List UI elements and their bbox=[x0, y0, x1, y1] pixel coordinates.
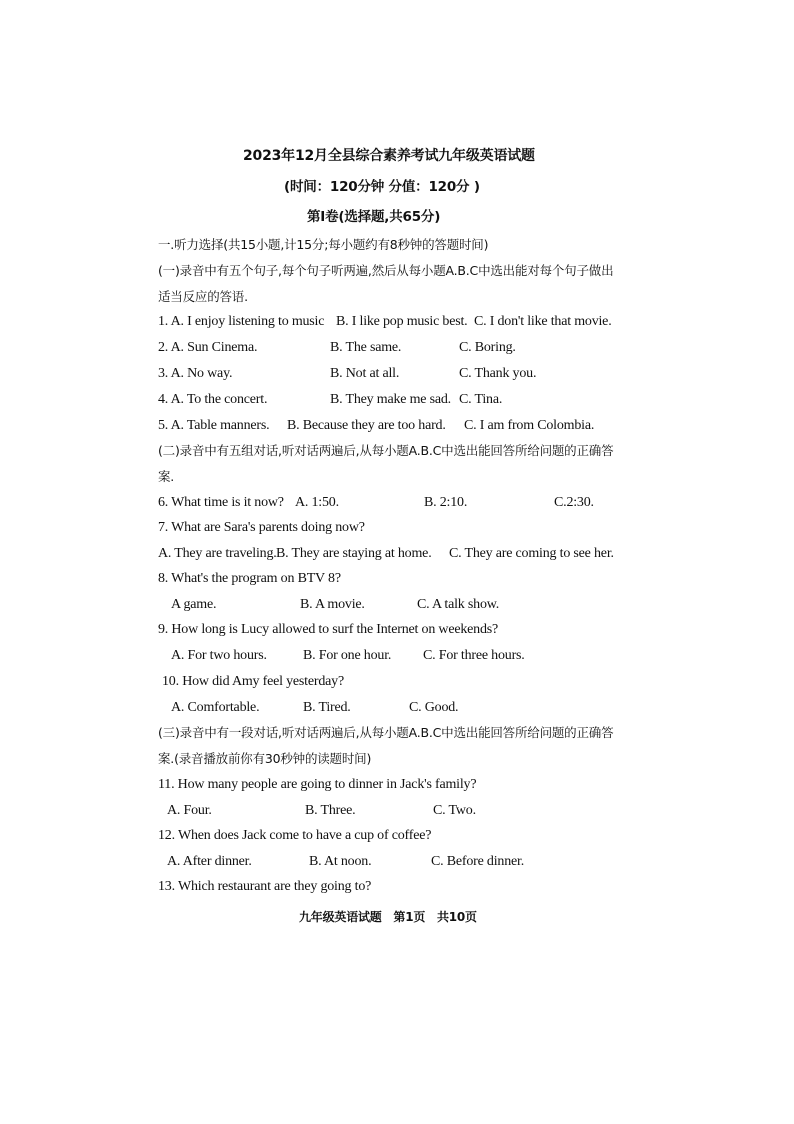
q7-option-b: B. They are staying at home. bbox=[276, 546, 432, 561]
q7-option-c: C. They are coming to see her. bbox=[449, 546, 614, 561]
q4-option-c: C. Tina. bbox=[459, 392, 503, 407]
q5-option-b: B. Because they are too hard. bbox=[287, 418, 446, 433]
q1-option-c: C. I don't like that movie. bbox=[474, 314, 612, 329]
q11-option-a: A. Four. bbox=[167, 803, 212, 818]
part1-instruction: (一)录音中有五个句子,每个句子听两遍,然后从每小题A.B.C中选出能对每个句子做出 bbox=[158, 263, 614, 278]
q4-option-a: 4. A. To the concert. bbox=[158, 392, 268, 407]
part3-instruction: (三)录音中有一段对话,听对话两遍后,从每小题A.B.C中选出能回答所给问题的正确答 bbox=[158, 725, 614, 740]
q12-option-a: A. After dinner. bbox=[167, 854, 252, 869]
q3-option-c: C. Thank you. bbox=[459, 366, 537, 381]
q12-option-c: C. Before dinner. bbox=[431, 854, 525, 869]
q10-option-a: A. Comfortable. bbox=[171, 700, 260, 715]
q9-option-b: B. For one hour. bbox=[303, 648, 392, 663]
q3-option-b: B. Not at all. bbox=[330, 366, 400, 381]
part2-instruction: (二)录音中有五组对话,听对话两遍后,从每小题A.B.C中选出能回答所给问题的正确答 bbox=[158, 443, 614, 458]
page-footer: 九年级英语试题 第1页 共10页 bbox=[299, 910, 477, 924]
q11-option-c: C. Two. bbox=[433, 803, 476, 818]
volume-heading: 第Ⅰ卷(选择题,共65分) bbox=[307, 209, 441, 225]
q11-option-b: B. Three. bbox=[305, 803, 356, 818]
q10-question: 10. How did Amy feel yesterday? bbox=[162, 674, 344, 689]
q2-option-b: B. The same. bbox=[330, 340, 402, 355]
q6-option-b: B. 2:10. bbox=[424, 495, 468, 510]
q6-option-c: C.2:30. bbox=[554, 495, 594, 510]
q6-question: 6. What time is it now? bbox=[158, 495, 284, 510]
q10-option-b: B. Tired. bbox=[303, 700, 351, 715]
q2-option-a: 2. A. Sun Cinema. bbox=[158, 340, 258, 355]
section-heading: 一.听力选择(共15小题,计15分;每小题约有8秒钟的答题时间) bbox=[158, 237, 489, 252]
exam-subtitle: (时间：120分钟 分值：120分 ) bbox=[284, 179, 480, 195]
q8-question: 8. What's the program on BTV 8? bbox=[158, 571, 341, 586]
exam-title: 2023年12月全县综合素养考试九年级英语试题 bbox=[243, 148, 535, 164]
q9-question: 9. How long is Lucy allowed to surf the Internet on weekends? bbox=[158, 622, 499, 637]
q1-option-a: 1. A. I enjoy listening to music bbox=[158, 314, 325, 329]
q12-option-b: B. At noon. bbox=[309, 854, 372, 869]
part3-instruction-cont: 案.(录音播放前你有30秒钟的读题时间) bbox=[158, 751, 372, 766]
part1-instruction-cont: 适当反应的答语. bbox=[158, 289, 248, 304]
q12-question: 12. When does Jack come to have a cup of coffee? bbox=[158, 828, 432, 843]
q6-option-a: A. 1:50. bbox=[295, 495, 339, 510]
q5-option-a: 5. A. Table manners. bbox=[158, 418, 270, 433]
q2-option-c: C. Boring. bbox=[459, 340, 516, 355]
q8-option-a: A game. bbox=[171, 597, 217, 612]
q10-option-c: C. Good. bbox=[409, 700, 459, 715]
q9-option-c: C. For three hours. bbox=[423, 648, 525, 663]
q8-option-b: B. A movie. bbox=[300, 597, 365, 612]
q7-question: 7. What are Sara's parents doing now? bbox=[158, 520, 365, 535]
q3-option-a: 3. A. No way. bbox=[158, 366, 233, 381]
q9-option-a: A. For two hours. bbox=[171, 648, 267, 663]
part2-instruction-cont: 案. bbox=[158, 469, 175, 484]
q1-option-b: B. I like pop music best. bbox=[336, 314, 468, 329]
q4-option-b: B. They make me sad. bbox=[330, 392, 451, 407]
q7-option-a: A. They are traveling. bbox=[158, 546, 277, 561]
q8-option-c: C. A talk show. bbox=[417, 597, 500, 612]
q13-question: 13. Which restaurant are they going to? bbox=[158, 879, 372, 894]
q11-question: 11. How many people are going to dinner in Jack's family? bbox=[158, 777, 477, 792]
q5-option-c: C. I am from Colombia. bbox=[464, 418, 595, 433]
